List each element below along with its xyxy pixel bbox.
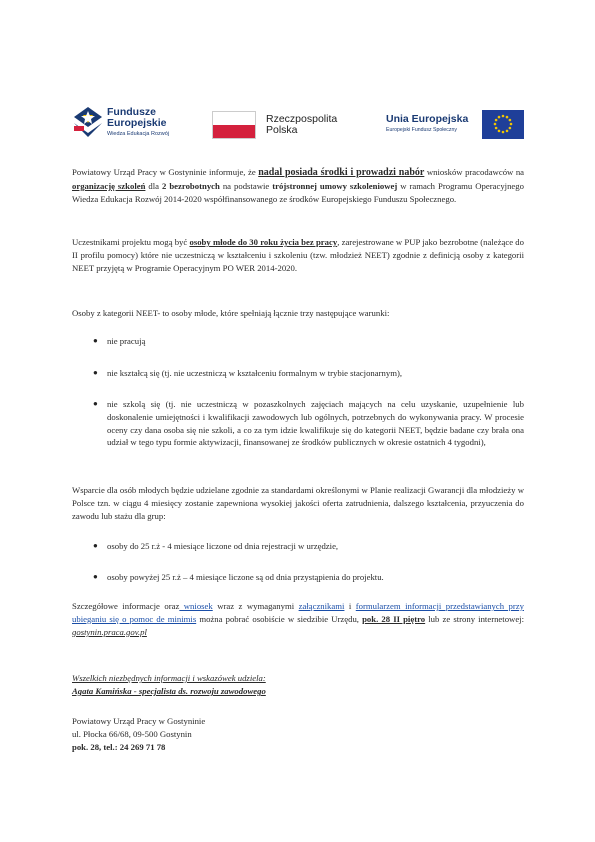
p5-room-highlight: pok. 28 II piętro <box>362 613 426 624</box>
p5-text-b: wraz z wymaganymi <box>212 601 299 611</box>
p5-text-f: lub ze strony internetowej: <box>425 613 525 624</box>
contact-person: Agata Kamińska - specjalista ds. rozwoju zawodowego <box>72 686 266 696</box>
p1-highlight-agreement: trójstronnej umowy szkoleniowej <box>272 180 398 191</box>
bullet-dot-icon: ● <box>93 336 98 345</box>
polish-flag-icon <box>212 111 256 139</box>
list-item: nie szkolą się (tj. nie uczestniczą w pozaszkolnych zajęciach mających na celu uzyskanie, uzupełnienie lub doskonalenie umiejętności i kwalifikacji zawodowych lub ogólnych, potrzebnych do wykonywania pracy. W procesie oceny czy dana osoba się nie szkoli, a co za tym idzie kwalifikuje się do kategorii NEET, będzie badane czy brała ona udział w tego typu formie aktywizacji, finansowanej ze środków publicznych w okresie ostatnich 4 tygodni), <box>107 399 524 448</box>
bullet-dot-icon: ● <box>93 572 98 581</box>
intro-paragraph <box>72 166 524 205</box>
ue-logo-line1: Unia Europejska <box>386 113 469 125</box>
p1-highlight-count: 2 bezrobotnych <box>162 180 220 191</box>
list-item: osoby powyżej 25 r.ż – 4 miesiące liczone są od dnia przystąpienia do projektu. <box>107 572 384 582</box>
p1-text-c: wniosków pracodawców na <box>424 167 525 177</box>
unia-europejska-logo <box>386 103 526 147</box>
p1-highlight-training: organizację szkoleń <box>72 180 146 191</box>
participants-paragraph <box>72 236 524 274</box>
website-address: gostynin.praca.gov.pl <box>72 626 147 637</box>
fe-logo-line2: Europejskie <box>107 117 167 129</box>
p1-highlight-budget: nadal posiada środki i prowadzi nabór <box>258 167 425 178</box>
fe-logo-line1: Fundusze <box>107 106 156 118</box>
address-room-phone: pok. 28, tel.: 24 269 71 78 <box>72 742 166 752</box>
attachments-link[interactable]: załącznikami <box>298 601 345 611</box>
p1-text-a: Powiatowy Urząd Pracy w Gostyninie informuje, że <box>72 167 259 177</box>
p5-text-d: można pobrać osobiście w siedzibie Urzędu, <box>196 613 363 624</box>
address-office: Powiatowy Urząd Pracy w Gostyninie <box>72 716 206 726</box>
application-link[interactable]: wniosek <box>179 601 213 611</box>
p2-text-c: , zarejestrowane w PUP jako bezrobotne (należące do II profilu pomocy) które nie uczestniczą w kształceniu i szkoleniu (tzw. młodzież NEET) zgodnie z definicją osoby z kategorii NEET przyjętą w Programie Operacyjnym PO WER 2014-2020. <box>72 237 524 273</box>
p5-text-a: Szczegółowe informacje oraz <box>72 601 180 611</box>
bullet-dot-icon: ● <box>93 399 98 408</box>
p2-text-a: Uczestnikami projektu mogą być <box>72 237 190 247</box>
p1-text-g: na podstawie <box>219 180 273 191</box>
eu-flag-icon <box>482 110 524 139</box>
logo-bar <box>74 103 524 147</box>
de-minimis-form-link[interactable]: formularzem informacji przedstawianych przy ubieganiu się o pomoc de minimis <box>72 601 524 624</box>
bullet-dot-icon: ● <box>93 541 98 550</box>
p2-highlight-young: osoby młode do 30 roku życia bez pracy <box>189 237 338 247</box>
contact-intro: Wszelkich niezbędnych informacji i wskazówek udziela: <box>72 673 266 683</box>
fe-logo-line3: Wiedza Edukacja Rozwój <box>107 131 170 137</box>
p1-text-e: dla <box>145 180 163 191</box>
bullet-dot-icon: ● <box>93 368 98 377</box>
fundusze-europejskie-logo <box>74 103 194 147</box>
list-item: nie pracują <box>107 336 146 346</box>
p1-text-i: w ramach Programu Operacyjnego Wiedza Edukacja Rozwój 2014-2020 współfinansowanego ze środków Europejskiego Funduszu Społecznego. <box>72 180 524 204</box>
rp-logo-line1: Rzeczpospolita <box>266 113 338 125</box>
address-street: ul. Płocka 66/68, 09-500 Gostynin <box>72 729 192 739</box>
list-item: osoby do 25 r.ż - 4 miesiące liczone od dnia rejestracji w urzędzie, <box>107 541 339 551</box>
rzeczpospolita-polska-logo <box>212 103 352 147</box>
details-paragraph <box>72 600 524 638</box>
ue-logo-line2: Europejski Fundusz Społeczny <box>386 127 457 133</box>
rp-logo-line2: Polska <box>266 124 298 136</box>
support-paragraph: Wsparcie dla osób młodych będzie udzielane zgodnie za standardami określonymi w Planie realizacji Gwarancji dla młodzieży w Polsce tzn. w ciągu 4 miesięcy zostanie zapewniona wysokiej jakości oferta zatrudnienia, dalszego kształcenia, przyuczenia do zawodu lub stażu dla grup: <box>72 485 524 521</box>
fundusze-europejskie-mark-icon <box>74 105 102 139</box>
p5-text-c: i <box>344 601 356 611</box>
neet-definition-intro: Osoby z kategorii NEET- to osoby młode, które spełniają łącznie trzy następujące warunki: <box>72 308 390 318</box>
list-item: nie kształcą się (tj. nie uczestniczą w kształceniu formalnym w trybie stacjonarnym), <box>107 368 403 378</box>
